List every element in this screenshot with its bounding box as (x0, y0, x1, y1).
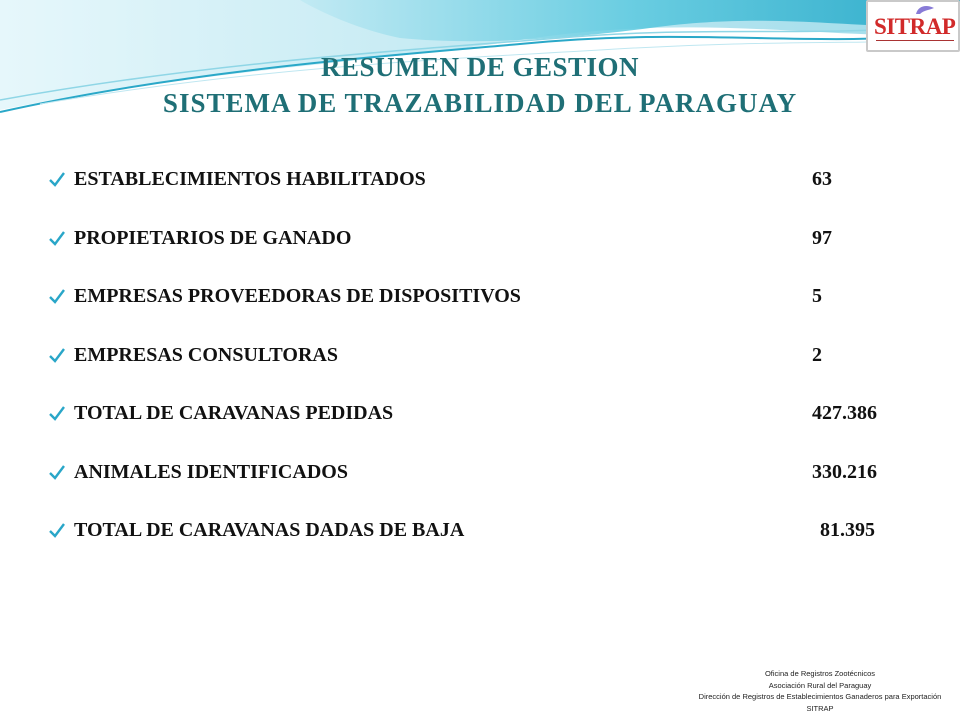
checkmark-icon (48, 346, 66, 364)
logo-text: SITRAP (874, 14, 956, 39)
list-item (48, 519, 928, 578)
item-label: PROPIETARIOS DE GANADO (74, 226, 352, 249)
footer-credits (660, 668, 960, 714)
footer-line: Oficina de Registros Zootécnicos (764, 669, 876, 678)
list-item (48, 168, 928, 227)
checkmark-icon (48, 404, 66, 422)
item-value: 63 (812, 168, 832, 190)
item-label: ESTABLECIMIENTOS HABILITADOS (74, 168, 426, 190)
logo-underline (876, 40, 954, 44)
checkmark-icon (48, 287, 66, 305)
footer-line: Asociación Rural del Paraguay (768, 680, 872, 690)
item-label: ANIMALES IDENTIFICADOS (74, 460, 348, 483)
item-label: EMPRESAS CONSULTORAS (74, 343, 338, 366)
item-label: EMPRESAS PROVEEDORAS DE DISPOSITIVOS (74, 285, 521, 307)
checkmark-icon (48, 521, 66, 539)
summary-list (48, 168, 928, 578)
sitrap-logo (866, 0, 960, 52)
item-value: 330.216 (812, 460, 877, 483)
list-item (48, 227, 928, 286)
item-value: 5 (812, 285, 822, 307)
slide-title: RESUMEN DE GESTION (320, 52, 640, 82)
list-item (48, 285, 928, 344)
list-item (48, 402, 928, 461)
item-label: TOTAL DE CARAVANAS PEDIDAS (74, 402, 394, 424)
item-value: 427.386 (812, 402, 877, 424)
checkmark-icon (48, 170, 66, 188)
checkmark-icon (48, 463, 66, 481)
item-value: 97 (812, 226, 832, 249)
footer-line: Dirección de Registros de Establecimientos Ganaderos para Exportación (698, 692, 942, 701)
item-value: 2 (812, 343, 822, 366)
footer-line: SITRAP (806, 703, 834, 713)
list-item (48, 344, 928, 403)
slide-subtitle: SISTEMA DE TRAZABILIDAD DEL PARAGUAY (162, 88, 798, 118)
checkmark-icon (48, 229, 66, 247)
list-item (48, 461, 928, 520)
item-label: TOTAL DE CARAVANAS DADAS DE BAJA (74, 519, 465, 541)
item-value: 81.395 (820, 519, 875, 541)
